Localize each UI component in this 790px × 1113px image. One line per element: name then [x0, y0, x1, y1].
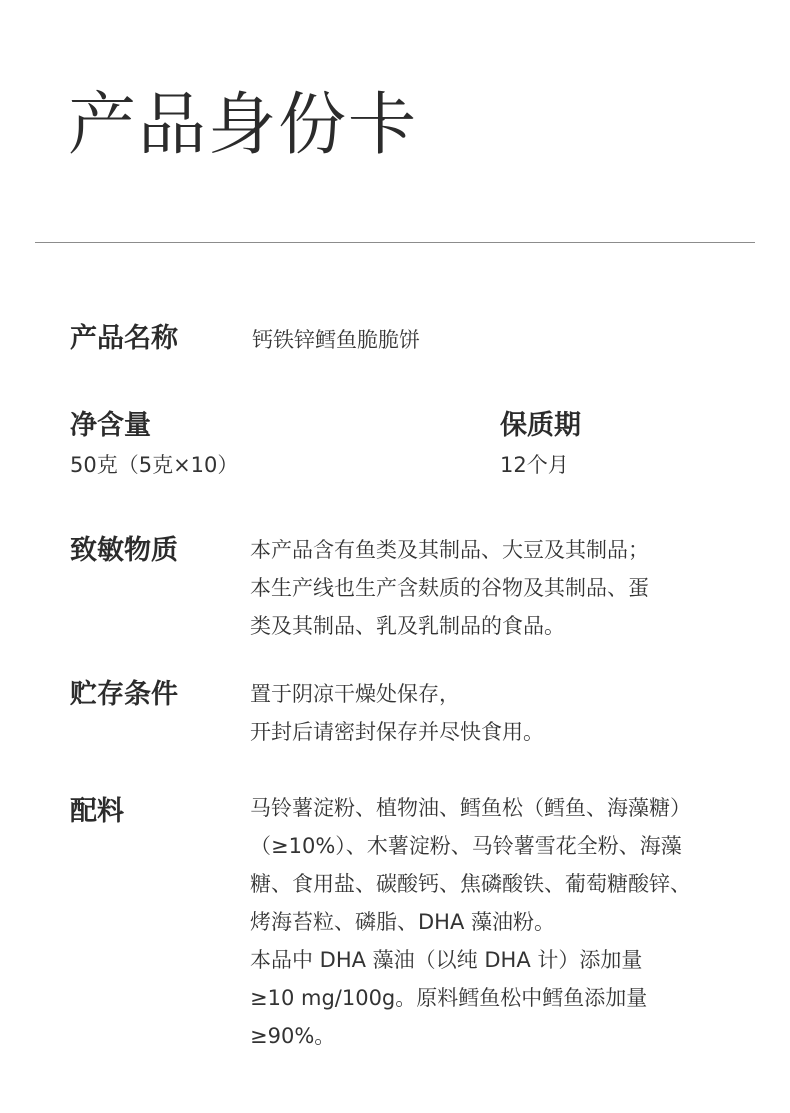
- storage-text: [250, 675, 544, 751]
- shelf-life-value: 12个月: [500, 453, 569, 477]
- ingredients-line: （≥10%）、木薯淀粉、马铃薯雪花全粉、海藻: [250, 834, 682, 858]
- ingredients-line: 马铃薯淀粉、植物油、鳕鱼松（鳕鱼、海藻糖）: [250, 796, 691, 820]
- product-name-value: 钙铁锌鳕鱼脆脆饼: [252, 328, 420, 352]
- shelf-life-label: 保质期: [500, 410, 581, 441]
- ingredients-line: ≥10 mg/100g。原料鳕鱼松中鳕鱼添加量: [250, 986, 648, 1010]
- allergens-line: 本生产线也生产含麸质的谷物及其制品、蛋: [250, 576, 649, 600]
- allergens-text: [250, 531, 649, 645]
- allergens-line: 类及其制品、乳及乳制品的食品。: [250, 614, 565, 638]
- ingredients-line: 糖、食用盐、碳酸钙、焦磷酸铁、葡萄糖酸锌、: [250, 872, 691, 896]
- net-content-value: 50克（5克×10）: [70, 453, 239, 477]
- title-divider: [35, 242, 755, 243]
- net-content-label: 净含量: [70, 410, 151, 441]
- ingredients-line: ≥90%。: [250, 1024, 336, 1048]
- product-name-label: 产品名称: [70, 323, 178, 354]
- allergens-label: 致敏物质: [70, 535, 178, 566]
- storage-line: 开封后请密封保存并尽快食用。: [250, 720, 544, 744]
- ingredients-line: 本品中 DHA 藻油（以纯 DHA 计）添加量: [250, 948, 643, 972]
- ingredients-label: 配料: [70, 796, 124, 827]
- allergens-line: 本产品含有鱼类及其制品、大豆及其制品；: [250, 538, 649, 562]
- storage-label: 贮存条件: [70, 679, 178, 710]
- page-title: 产品身份卡: [68, 86, 419, 165]
- storage-line: 置于阴凉干燥处保存，: [250, 682, 460, 706]
- ingredients-line: 烤海苔粒、磷脂、DHA 藻油粉。: [250, 910, 556, 934]
- ingredients-text: [250, 789, 691, 1055]
